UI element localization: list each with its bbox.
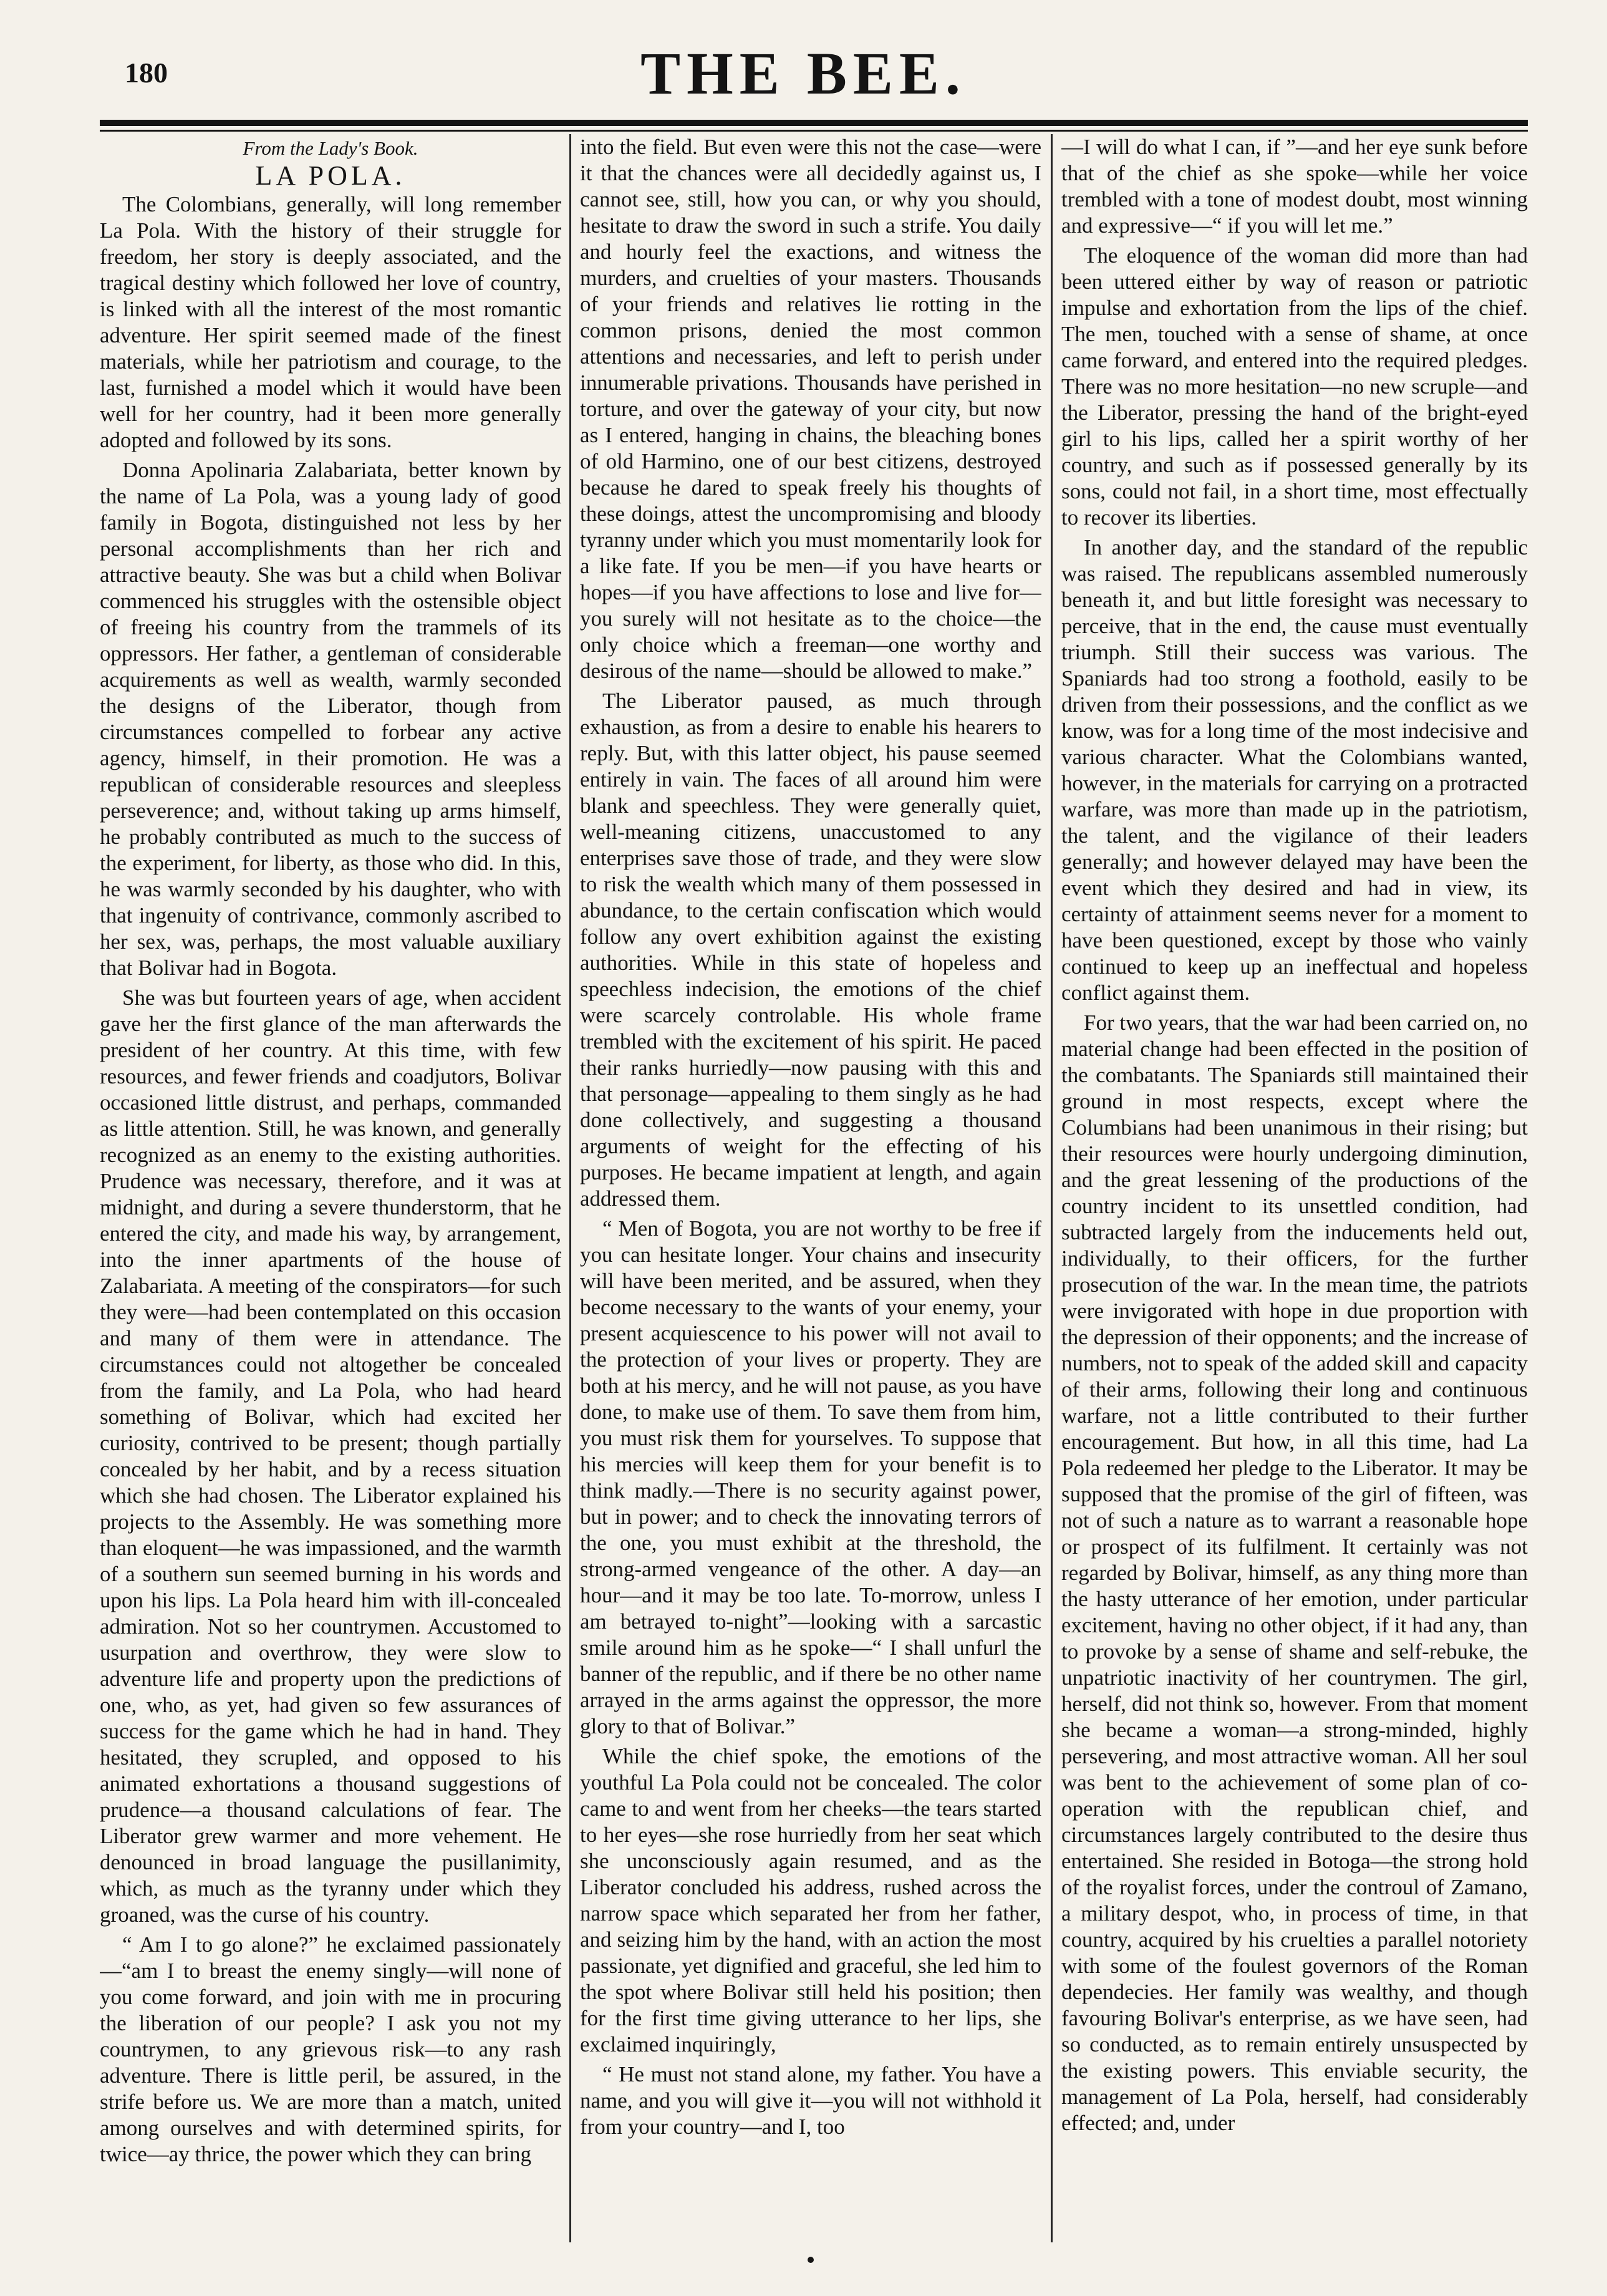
paragraph: In another day, and the standard of the republic was raised. The republicans assembled numerously beneath it, and but little foresight was necessary to perceive, that in the end, the cause must eventually triumph. Still their success was various. The Spaniards had too strong a foothold, easily to be driven from their possessions, and the conflict as we know, was for a long time of the most indecisive and various character. What the Colombians wanted, however, in the materials for carrying on a protracted warfare, was more than made up in the patriotism, the talent, and the vigilance of their leaders generally; and however delayed may have been the event which they desired and had in view, its certainty of attainment seems never for a moment to have been questioned, except by those who vainly continued to keep up an ineffectual and hopeless conflict against them. [1061,535,1528,1005]
paragraph: into the field. But even were this not the case—were it that the chances were all decidedly against us, I cannot see, still, how you can, or why you should, hesitate to draw the sword in such a strife. You daily and hourly feel the exactions, and witness the murders, and cruelties of your masters. Thousands of your friends and relatives lie rotting in the common prisons, denied the most common attentions and necessaries, and left to perish under innumerable privations. Thousands have perished in torture, and over the gateway of your city, but now as I entered, hanging in chains, the bleaching bones of old Harmino, one of our best citizens, destroyed because he dared to speak freely his thoughts of these doings, attest the uncompromising and bloody tyranny under which you must momentarily look for a like fate. If you be men—if you have hearts or hopes—if you have affections to lose and live for—you surely will not hesitate as to the choice—the only choice which a freeman—one worthy and desirous of the name—should be allowed to make.” [580,135,1041,683]
paragraph: Donna Apolinaria Zalabariata, better known by the name of La Pola, was a young lady of good family in Bogota, distinguished not less by her personal accomplishments than her rich and attractive beauty. She was but a child when Bolivar commenced his struggles with the ostensible object of freeing his country from the trammels of its oppressors. Her father, a gentleman of considerable acquirements as well as wealth, warmly seconded the designs of the Liberator, though from circumstances compelled to forbear any active agency, himself, in their promotion. He was a republican of considerable resources and sleepless perseverence; and, without taking up arms himself, he probably contributed as much to the success of the experiment, for liberty, as those who did. In this, he was warmly seconded by his daughter, who with that ingenuity of contrivance, commonly ascribed to her sex, was, perhaps, the most valuable auxiliary that Bolivar had in Bogota. [100,458,561,980]
column-2 [580,134,1041,2242]
paragraph: The Colombians, generally, will long remember La Pola. With the history of their struggle for freedom, her story is deeply associated, and the tragical destiny which followed her love of country, is linked with all the interest of the most romantic adventure. Her spirit seemed made of the finest materials, while her patriotism and courage, to the last, furnished a model which it would have been well for her country, had it been more generally adopted and followed by its sons. [100,192,561,452]
paragraph: She was but fourteen years of age, when accident gave her the first glance of the man afterwards the president of her country. At this time, with few resources, and fewer friends and coadjutors, Bolivar occasioned little distrust, and perhaps, commanded as little attention. Still, he was known, and generally recognized as an enemy to the existing authorities. Prudence was necessary, therefore, and it was at midnight, and during a severe thunderstorm, that he entered the city, and made his way, by arrangement, into the inner apartments of the house of Zalabariata. A meeting of the conspirators—for such they were—had been contemplated on this occasion and many of them were in attendance. The circumstances could not altogether be concealed from the family, and La Pola, who had heard something of Bolivar, which had excited her curiosity, contrived to be present; though partially concealed by her habit, and by a recess situation which she had chosen. The Liberator explained his projects to the Assembly. He was something more than eloquent—he was impassioned, and the warmth of a southern sun seemed burning in his words and upon his lips. La Pola heard him with ill-concealed admiration. Not so her countrymen. Accustomed to usurpation and overthrow, they were slow to adventure life and property upon the predictions of one, who, as yet, had given so few assurances of success for the game which he had in hand. They hesitated, they scrupled, and opposed to his animated exhortations a thousand suggestions of prudence—a thousand calculations of fear. The Liberator grew warmer and more vehement. He denounced in broad language the pusillanimity, which, as much as the tyranny under which they groaned, was the curse of his country. [100,986,561,1927]
header-rule-thick [100,120,1528,126]
column-3 [1061,134,1528,2242]
paragraph: For two years, that the war had been carried on, no material change had been effected in the position of the combatants. The Spaniards still maintained their ground in most respects, except where the Columbians had been unanimous in their rising; but their resources were hourly undergoing diminution, and the great lessening of the productions of the country incident to its unsettled condition, had subtracted largely from the inducements held out, individually, to their officers, for the further prosecution of the war. In the mean time, the patriots were invigorated with hope in due proportion with the depression of their opponents; and the increase of numbers, not to speak of the added skill and capacity of their arms, following their long and continuous warfare, not a little contributed to their further encouragement. But how, in all this time, had La Pola redeemed her pledge to the Liberator. It may be supposed that the promise of the girl of fifteen, was not of such a nature as to warrant a reasonable hope or prospect of its fulfilment. It certainly was not regarded by Bolivar, himself, as any thing more than the hasty utterance of her emotion, under particular excitement, having no other object, if it had any, than to provoke by a sense of shame and self-rebuke, the unpatriotic inactivity of her countrymen. The girl, herself, did not think so, however. From that moment she became a woman—a strong-minded, highly persevering, and most attractive woman. All her soul was bent to the achievement of some plan of co-operation with the republican chief, and circumstances largely contributed to the desire thus entertained. She resided in Botoga—the strong hold of the royalist forces, under the controul of Zamano, a military despot, who, in process of time, in that country, acquired by his cruelties a parallel notoriety with some of the foulest governors of the Roman dependecies. Her family was wealthy, and though favouring Bolivar's enterprise, as we have seen, had so conducted, as to remain entirely unsuspected by the existing powers. This enviable security, the management of La Pola, herself, had considerably effected; and, under [1061,1010,1528,2135]
paragraph: “ Men of Bogota, you are not worthy to be free if you can hesitate longer. Your chains and insecurity will have been merited, and be assured, when they become necessary to the wants of your enemy, your present acquiescence to his power will not avail to the protection of your lives or property. They are both at his mercy, and he will not pause, as you have done, to make use of them. To save them from him, you must risk them for yourselves. To suppose that his mercies will keep them for your benefit is to think madly.—There is no security against power, but in power; and to check the innovating terrors of the one, you must exhibit at the threshold, the strong-armed vengeance of the other. A day—an hour—and it may be too late. To-morrow, unless I am betrayed to-night”—looking with a sarcastic smile around him as he spoke—“ I shall unfurl the banner of the republic, and if there be no other name arrayed in the arms against the oppressor, the more glory to that of Bolivar.” [580,1216,1041,1738]
article-source: From the Lady's Book. [243,137,418,159]
column-divider [569,134,571,2242]
paragraph: —I will do what I can, if ”—and her eye sunk before that of the chief as she spoke—while her voice trembled with a tone of modest doubt, most winning and expressive—“ if you will let me.” [1061,135,1528,238]
paragraph: While the chief spoke, the emotions of the youthful La Pola could not be concealed. The color came to and went from her cheeks—the tears started to her eyes—she rose hurriedly from her seat which she unconsciously again resumed, and as the Liberator concluded his address, rushed across the narrow space which separated her from her father, and seizing him by the hand, with an action the most passionate, yet dignified and graceful, she led him to the spot where Bolivar still held his position; then for the first time giving utterance to her lips, she exclaimed inquiringly, [580,1744,1041,2056]
column-1 [100,134,561,2242]
print-mark [808,2257,814,2263]
paragraph: The Liberator paused, as much through exhaustion, as from a desire to enable his hearers to reply. But, with this latter object, his pause seemed entirely in vain. The faces of all around him were blank and speechless. They were generally quiet, well-meaning citizens, unaccustomed to any enterprises save those of trade, and they were slow to risk the wealth which many of them possessed in abundance, to the certain confiscation which would follow any overt exhibition against the existing authorities. While in this state of hopeless and speechless indecision, the emotions of the chief were scarcely controlable. His whole frame trembled with the excitement of his spirit. He paced their ranks hurriedly—now pausing with this and that personage—appealing to them singly as he had done collectively, and suggesting a thousand arguments of weight for the effecting of his purposes. He became impatient at length, and again addressed them. [580,689,1041,1211]
paragraph: “ He must not stand alone, my father. You have a name, and you will give it—you will not withhold it from your country—and I, too [580,2062,1041,2139]
header-rule-thin [100,130,1528,132]
paragraph: The eloquence of the woman did more than had been uttered either by way of reason or patriotic impulse and exhortation from the lips of the chief. The men, touched with a sense of shame, at once came forward, and entered into the required pledges. There was no more hesitation—no new scruple—and the Liberator, pressing the hand of the bright-eyed girl to his lips, called her a spirit worthy of her country, and such as if possessed generally by its sons, could not fail, in a short time, most effectually to recover its liberties. [1061,243,1528,530]
masthead-title: THE BEE. [640,40,967,107]
paragraph: “ Am I to go alone?” he exclaimed passionately—“am I to breast the enemy singly—will none of you come forward, and join with me in procuring the liberation of our people? I ask you not my countrymen, to any grievous risk—to any rash adventure. There is little peril, be assured, in the strife before us. We are more than a match, united among ourselves and with determined spirits, for twice—ay thrice, the power which they can bring [100,1932,561,2166]
page-number: 180 [125,57,168,89]
column-divider [1051,134,1053,2242]
article-title: LA POLA. [255,160,406,191]
